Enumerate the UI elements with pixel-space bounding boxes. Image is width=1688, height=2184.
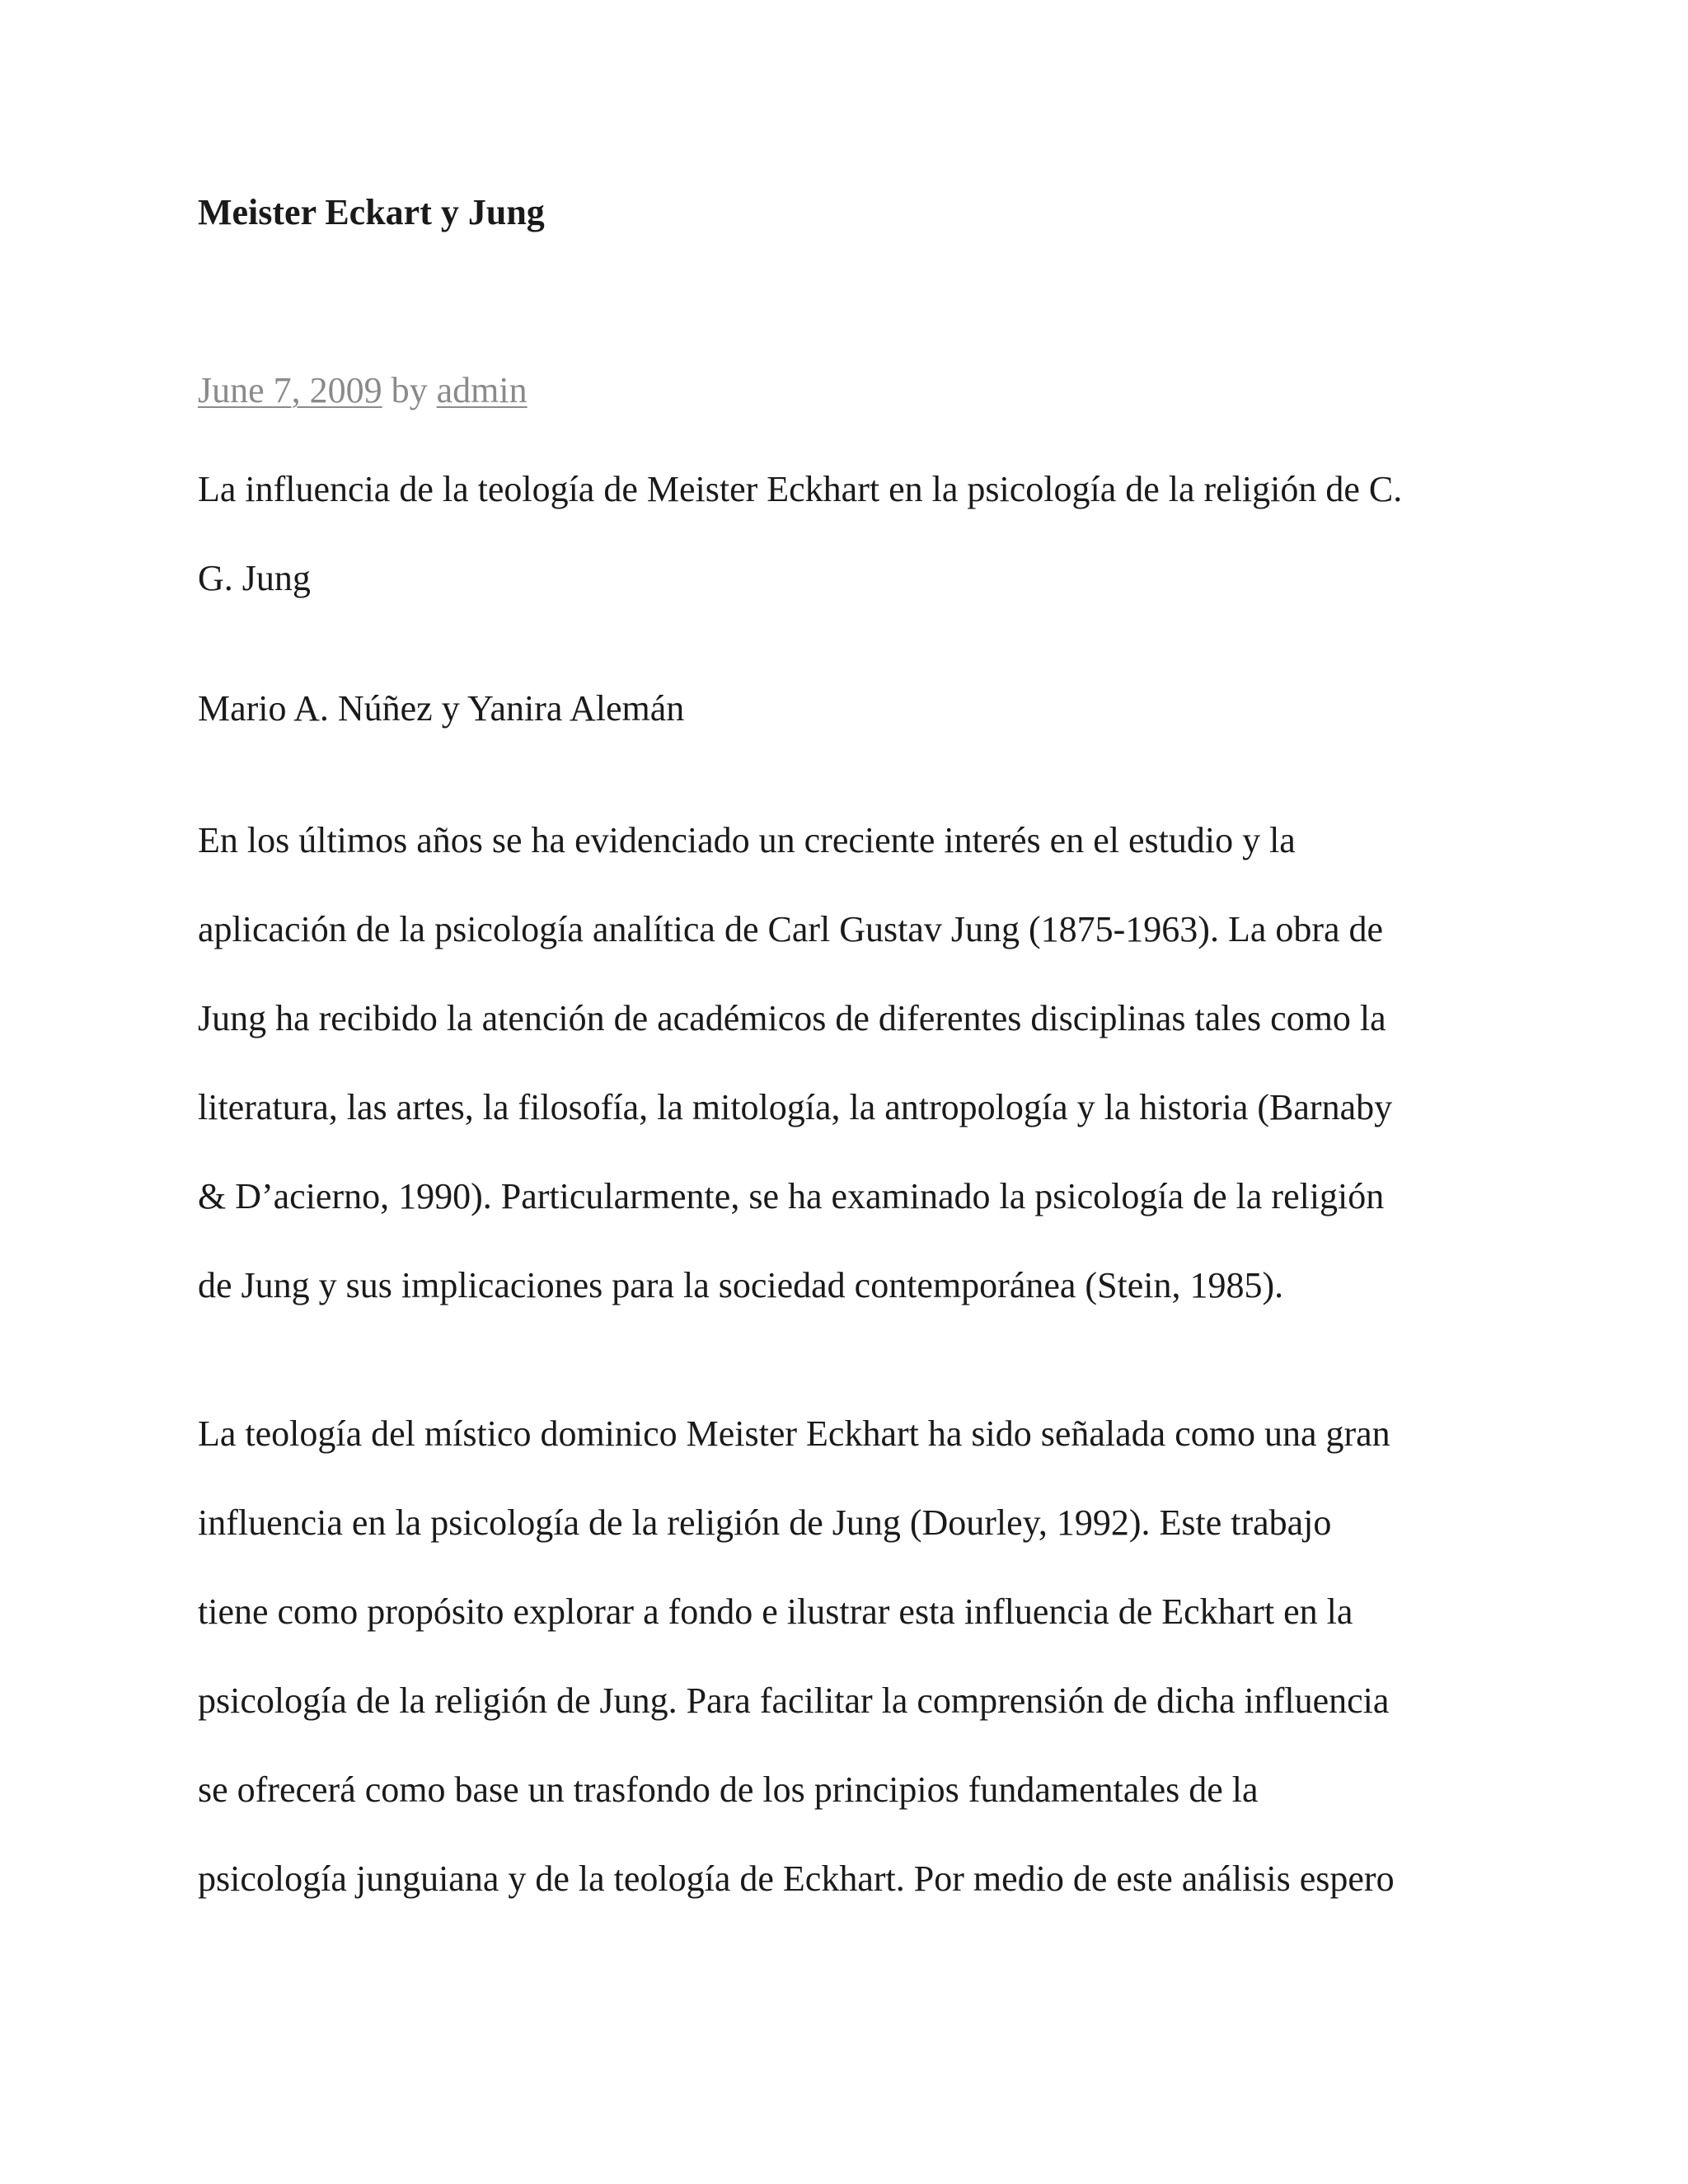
paragraph-line: & D’acierno, 1990). Particularmente, se ha examinado la psicología de la religión	[198, 1176, 1385, 1216]
paragraph-line: psicología de la religión de Jung. Para facilitar la comprensión de dicha influencia	[198, 1680, 1390, 1721]
paragraph-line: literatura, las artes, la filosofía, la mitología, la antropología y la historia (Barnaby	[198, 1087, 1393, 1127]
paragraph-line: influencia en la psicología de la religión de Jung (Dourley, 1992). Este trabajo	[198, 1502, 1332, 1543]
paragraph-line: aplicación de la psicología analítica de Carl Gustav Jung (1875-1963). La obra de	[198, 909, 1384, 949]
by-label: by	[391, 370, 428, 410]
paragraph-line: Jung ha recibido la atención de académicos de diferentes disciplinas tales como la	[198, 998, 1386, 1038]
paragraph-2	[198, 1390, 1533, 1924]
paragraph-1	[198, 796, 1533, 1330]
post-date-link[interactable]: June 7, 2009	[198, 370, 382, 410]
post-meta	[198, 369, 528, 413]
document-subtitle	[198, 445, 1533, 623]
document-title: Meister Eckart y Jung	[198, 192, 545, 232]
paragraph-line: de Jung y sus implicaciones para la sociedad contemporánea (Stein, 1985).	[198, 1265, 1284, 1305]
paragraph-line: psicología junguiana y de la teología de Eckhart. Por medio de este análisis espero	[198, 1858, 1395, 1899]
authors-text: Mario A. Núñez y Yanira Alemán	[198, 688, 685, 729]
subtitle-line: La influencia de la teología de Meister Eckhart en la psicología de la religión de C.	[198, 469, 1403, 509]
authors-line	[198, 664, 1533, 753]
paragraph-line: tiene como propósito explorar a fondo e ilustrar esta influencia de Eckhart en la	[198, 1591, 1353, 1632]
paragraph-line: La teología del místico dominico Meister Eckhart ha sido señalada como una gran	[198, 1413, 1390, 1454]
paragraph-line: En los últimos años se ha evidenciado un creciente interés en el estudio y la	[198, 820, 1296, 860]
paragraph-line: se ofrecerá como base un trasfondo de los principios fundamentales de la	[198, 1769, 1259, 1810]
post-author-link[interactable]: admin	[436, 370, 528, 410]
subtitle-line: G. Jung	[198, 558, 311, 598]
